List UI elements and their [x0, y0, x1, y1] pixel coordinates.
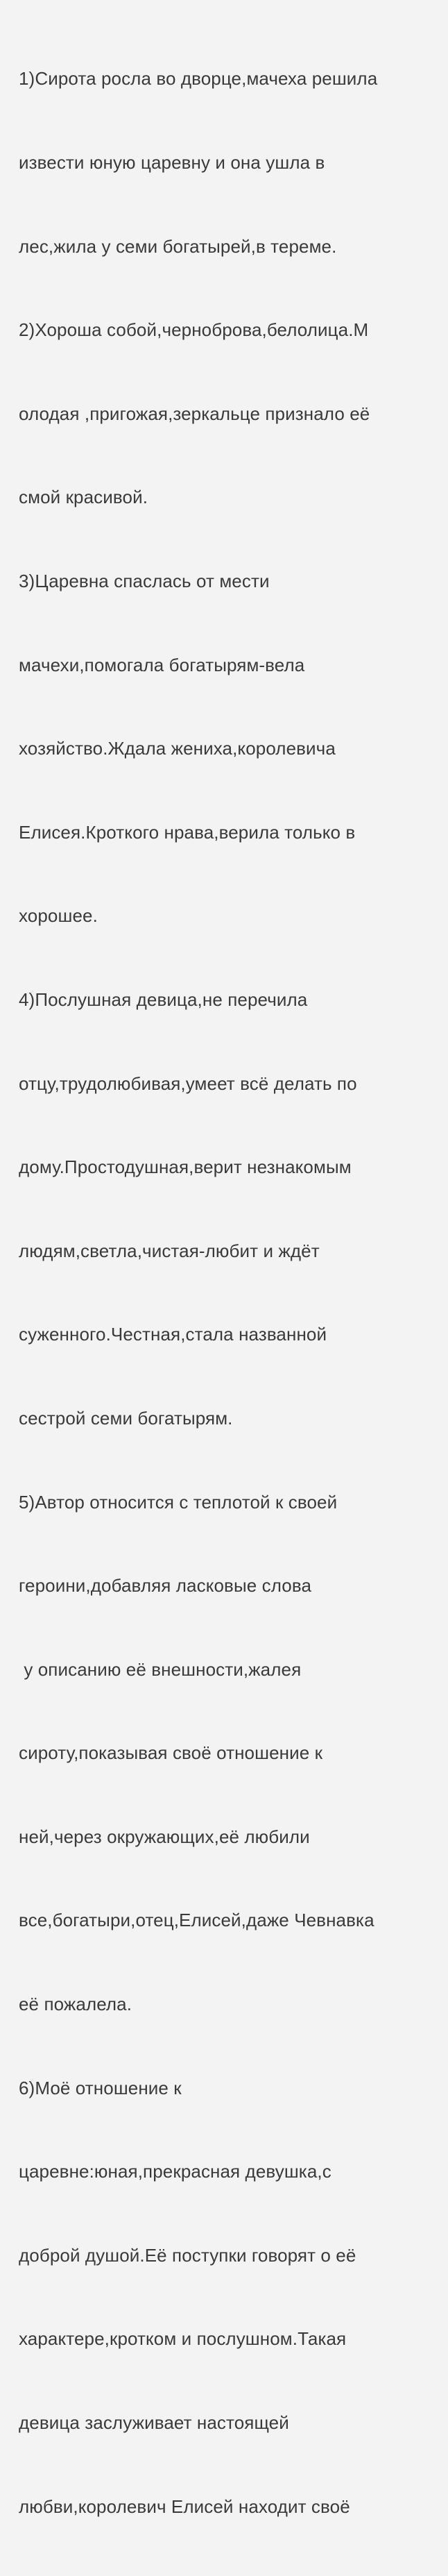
text-line: 5)Автор относится с теплотой к своей — [19, 1491, 338, 1513]
text-line: людям,светла,чистая-любит и ждёт — [19, 1240, 320, 1261]
text-line: дому.Простодушная,верит незнакомым — [19, 1156, 352, 1178]
text-line: девица заслуживает настоящей — [19, 2412, 289, 2434]
text-line: извести юную царевну и она ушла в — [19, 152, 325, 173]
text-line: хорошее. — [19, 905, 98, 927]
text-line: Елисея.Кроткого нрава,верила только в — [19, 821, 356, 843]
text-line: героини,добавляя ласковые слова — [19, 1575, 312, 1597]
text-line: суженного.Честная,стала названной — [19, 1324, 327, 1345]
text-line: сироту,показывая своё отношение к — [19, 1742, 323, 1764]
text-line: мачехи,помогала богатырям-вела — [19, 654, 305, 675]
text-line: хозяйство.Ждала жениха,королевича — [19, 738, 336, 759]
answer-text — [19, 9, 442, 2576]
text-line: лес,жила у семи богатырей,в тереме. — [19, 235, 337, 257]
text-line: царевне:юная,прекрасная девушка,с — [19, 2161, 331, 2182]
text-line: ней,через окружающих,её любили — [19, 1826, 310, 1847]
text-line: у описанию её внешности,жалея — [19, 1658, 302, 1680]
text-line: сестрой семи богатырям. — [19, 1407, 233, 1429]
text-line: любви,королевич Елисей находит своё — [19, 2495, 350, 2517]
text-line: 1)Сирота росла во дворце,мачеха решила — [19, 68, 378, 90]
text-line: её пожалела. — [19, 1994, 132, 2015]
text-line: 3)Царевна спаслась от мести — [19, 570, 270, 591]
text-line: смой красивой. — [19, 487, 148, 508]
text-line: характере,кротком и послушном.Такая — [19, 2328, 347, 2350]
text-line: отцу,трудолюбивая,умеет всё делать по — [19, 1072, 357, 1094]
text-line: олодая ,пригожая,зеркальце признало её — [19, 403, 370, 424]
text-line: все,богатыри,отец,Елисей,даже Чевнавка — [19, 1910, 374, 1931]
text-line: 6)Моё отношение к — [19, 2077, 182, 2098]
text-line: доброй душой.Её поступки говорят о её — [19, 2244, 356, 2266]
text-line: 2)Хороша собой,черноброва,белолица.М — [19, 319, 369, 341]
text-line: 4)Послушная девица,не перечила — [19, 988, 308, 1010]
